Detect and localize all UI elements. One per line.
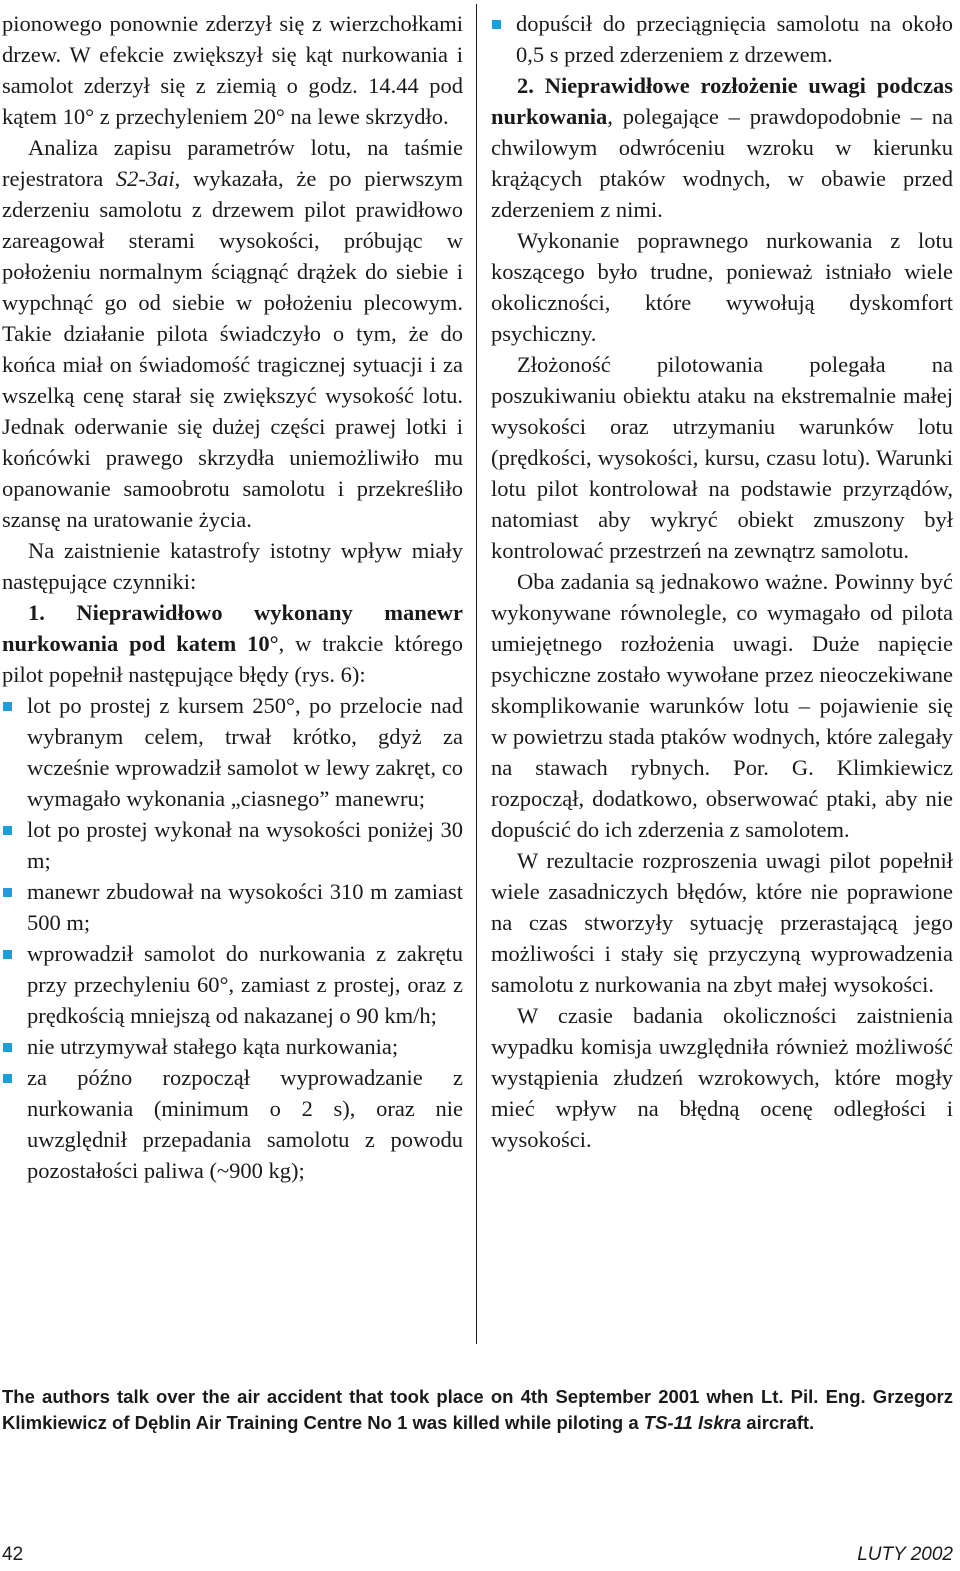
column-divider [476, 4, 477, 1344]
list-item: za późno rozpoczął wyprowadzanie z nurkowania (minimum o 2 s), oraz nie uwzględnił przepadania samolotu z powodu pozostałości paliwa (~900 kg); [2, 1062, 463, 1186]
list-item: lot po prostej wykonał na wysokości poniżej 30 m; [2, 814, 463, 876]
page-number: 42 [2, 1544, 24, 1565]
paragraph: Złożoność pilotowania polegała na poszukiwaniu obiektu ataku na ekstremalnie małej wysokości oraz utrzymaniu warunków lotu (prędkości, wysokości, kursu, czasu lotu). Warunki lotu pilot kontrolował na podstawie przyrządów, natomiast aby wykryć obiekt zmuszony był kontrolować przestrzeń na zewnątrz samolotu. [491, 352, 953, 563]
error-list-continued [491, 8, 953, 70]
english-abstract [2, 1384, 953, 1436]
list-item: lot po prostej z kursem 250°, po przelocie nad wybranym celem, trwał krótko, gdyż za wcześnie wprowadził samolot w lewy zakręt, co wymagało wykonania „ciasnego” manewru; [2, 690, 463, 814]
abstract-text: The authors talk over the air accident that took place on 4th September 2001 when Lt. Pil. Eng. Grzegorz Klimkiewicz of Dęblin Air Training Centre No 1 was killed while piloting a [2, 1386, 953, 1433]
paragraph: Oba zadania są jednakowo ważne. Powinny być wykonywane równolegle, co wymagało od pilota umiejętnego rozłożenia uwagi. Duże napięcie psychiczne zostało wywołane przez nieoczekiwane skomplikowanie warunków lotu – pojawienie się w powietrzu stada ptaków wodnych, które zalegały na stawach rybnych. Por. G. Klimkiewicz rozpoczął, dodatkowo, obserwować ptaki, aby nie dopuścić do ich zderzenia z samolotem. [491, 569, 953, 842]
left-column [2, 8, 463, 1186]
paragraph: W czasie badania okoliczności zaistnienia wypadku komisja uwzględniła również możliwość wystąpienia złudzeń wzrokowych, które mogły mieć wpływ na błędną ocenę odległości i wysokości. [491, 1003, 953, 1152]
paragraph-text: , polegające – prawdopodobnie – na chwilowym odwróceniu wzroku w kierunku krążących ptaków wodnych, w obawie przed zderzeniem z nimi. [491, 104, 953, 222]
paragraph: pionowego ponownie zderzył się z wierzchołkami drzew. W efekcie zwiększył się kąt nurkowania i samolot zderzył się z ziemią o godz. 14.44 pod kątem 10° z przechyleniem 20° na lewe skrzydło. [2, 11, 463, 129]
list-item: nie utrzymywał stałego kąta nurkowania; [2, 1031, 463, 1062]
paragraph-text: Analiza zapisu parametrów lotu, na taśmie rejestratora [2, 135, 463, 191]
paragraph-text: , wykazała, że po pierwszym zderzeniu samolotu z drzewem pilot prawidłowo zareagował sterami wysokości, próbując w położeniu normalnym ściągnąć drążek do siebie i wypchnąć go od siebie w położeniu plecowym. Takie działanie pilota świadczyło o tym, że do końca miał on świadomość tragicznej sytuacji i za wszelką cenę starał się zwiększyć wysokość lotu. Jednak oderwanie się dużej części prawej lotki i końcówki prawego skrzydła uniemożliwiło mu opanowanie samoobrotu samolotu i przekreśliło szansę na uratowanie życia. [2, 166, 463, 532]
paragraph [491, 70, 953, 225]
error-list [2, 690, 463, 1186]
paragraph-text: , w trakcie którego pilot popełnił następujące błędy (rys. 6): [2, 631, 463, 687]
aircraft-model: TS-11 Iskra [643, 1412, 742, 1433]
abstract-suffix: aircraft. [741, 1412, 815, 1433]
factor-heading: 1. Nieprawidłowo wykonany manewr nurkowania pod katem 10° [2, 600, 463, 656]
list-item: dopuścił do przeciągnięcia samolotu na około 0,5 s przed zderzeniem z drzewem. [491, 8, 953, 70]
recorder-model: S2-3ai [115, 166, 175, 191]
list-item: manewr zbudował na wysokości 310 m zamiast 500 m; [2, 876, 463, 938]
issue-label: LUTY 2002 [857, 1544, 953, 1565]
right-column [491, 8, 953, 1155]
paragraph: W rezultacie rozproszenia uwagi pilot popełnił wiele zasadniczych błędów, które nie poprawione na czas stworzyły sytuację przerastającą jego możliwości i stały się przyczyną wyprowadzenia samolotu z nurkowania na zbyt małej wysokości. [491, 848, 953, 997]
paragraph [2, 597, 463, 690]
factor-heading: 2. Nieprawidłowe rozłożenie uwagi podczas nurkowania [491, 73, 953, 129]
paragraph: Wykonanie poprawnego nurkowania z lotu koszącego było trudne, ponieważ istniało wiele okoliczności, które wywołują dyskomfort psychiczny. [491, 228, 953, 346]
paragraph: Na zaistnienie katastrofy istotny wpływ miały następujące czynniki: [2, 538, 463, 594]
paragraph [2, 132, 463, 535]
list-item: wprowadził samolot do nurkowania z zakrętu przy przechyleniu 60°, zamiast z prostej, oraz z prędkością mniejszą od nakazanej o 90 km/h; [2, 938, 463, 1031]
